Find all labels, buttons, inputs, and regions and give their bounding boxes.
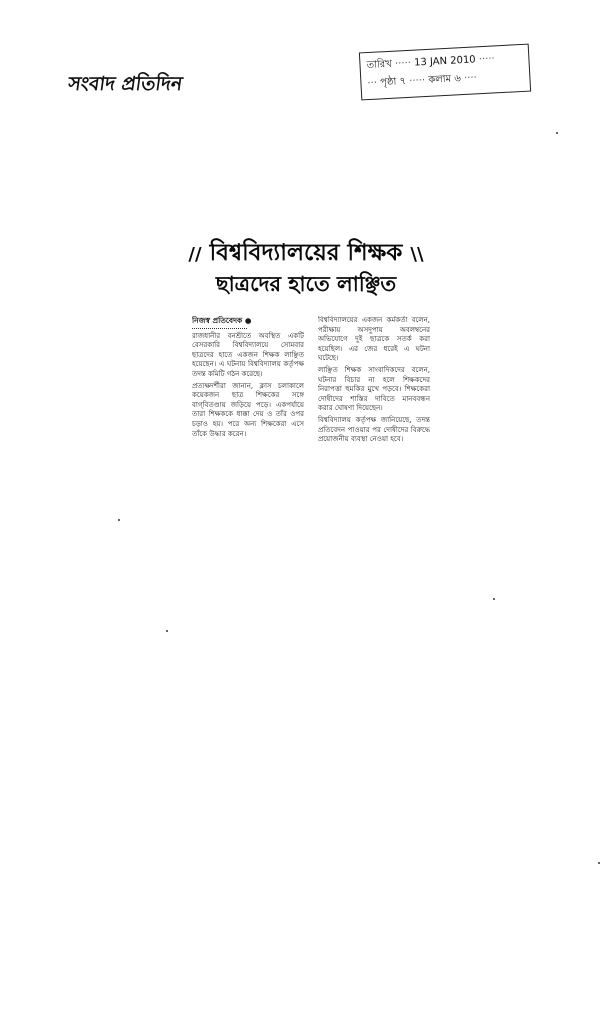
stamp-column-value: ৬ — [454, 73, 462, 85]
article-byline: নিজস্ব প্রতিবেদক ● — [192, 316, 252, 325]
article-paragraph: লাঞ্ছিত শিক্ষক সাংবাদিকদের বলেন, ঘটনার বিচার না হলে শিক্ষকদের নিরাপত্তা হুমকির মুখে পড়বে। শিক্ষকেরা দোষীদের শাস্তির দাবিতে মানববন্ধন করার ঘোষণা দিয়েছেন। — [318, 365, 430, 413]
stamp-date-row: তারিখ ····· 13 JAN 2010 ····· — [366, 53, 496, 72]
article-body — [192, 316, 432, 526]
article-paragraph: প্রত্যক্ষদর্শীরা জানান, ক্লাস চলাকালে কয়েকজন ছাত্র শিক্ষকের সঙ্গে বাগ্‌বিতণ্ডায় জড়িয়ে পড়ে। একপর্যায়ে তারা শিক্ষককে ধাক্কা দেয় ও তাঁর ওপর চড়াও হয়। পরে অন্য শিক্ষকেরা এসে তাঁকে উদ্ধার করেন। — [192, 381, 304, 438]
headline-line-1: বিশ্ববিদ্যালয়ের শিক্ষক — [209, 240, 403, 266]
scan-speck — [493, 598, 495, 600]
article-paragraph: বিশ্ববিদ্যালয়ের একজন কর্মকর্তা বলেন, পরীক্ষায় অসদুপায় অবলম্বনের অভিযোগে দুই ছাত্রকে সতর্ক করা হয়েছিল। এর জের ধরেই এ ঘটনা ঘটেছে। — [318, 316, 430, 363]
stamp-date-value: 13 JAN 2010 — [413, 54, 476, 69]
article-column-right — [318, 316, 430, 526]
headline-line-2: ছাত্রদের হাতে লাঞ্ছিত — [215, 272, 397, 296]
stamp-page-label: পৃষ্ঠা — [379, 76, 397, 89]
stamp-column-label: কলাম — [428, 73, 452, 86]
archive-date-stamp — [359, 44, 531, 101]
news-clipping — [178, 238, 434, 528]
article-column-left — [192, 316, 304, 526]
stamp-page-row: ··· পৃষ্ঠা ৭ ····· কলাম ৬ ···· — [367, 72, 478, 90]
scan-speck — [118, 519, 120, 521]
article-paragraph: রাজধানীর বনশ্রীতে অবস্থিত একটি বেসরকারি বিশ্ববিদ্যালয়ে সোমবার ছাত্রদের হাতে একজন শিক্ষক লাঞ্ছিত হয়েছেন। এ ঘটনায় বিশ্ববিদ্যালয় কর্তৃপক্ষ তদন্ত কমিটি গঠন করেছে। — [192, 331, 304, 378]
scan-speck — [166, 630, 168, 632]
newspaper-masthead: সংবাদ প্রতিদিন — [66, 73, 184, 95]
scan-speck — [556, 132, 558, 134]
slash-ornament-left-icon: // — [188, 244, 202, 265]
stamp-page-value: ৭ — [399, 76, 407, 88]
article-headline — [178, 238, 434, 298]
stamp-date-label: তারিখ — [366, 58, 393, 72]
article-paragraph: বিশ্ববিদ্যালয় কর্তৃপক্ষ জানিয়েছে, তদন্ত প্রতিবেদন পাওয়ার পর দোষীদের বিরুদ্ধে প্রয়োজনীয় ব্যবস্থা নেওয়া হবে। — [318, 415, 430, 444]
slash-ornament-right-icon: \\ — [410, 244, 424, 265]
byline-divider — [192, 328, 247, 329]
scan-speck — [598, 862, 600, 864]
